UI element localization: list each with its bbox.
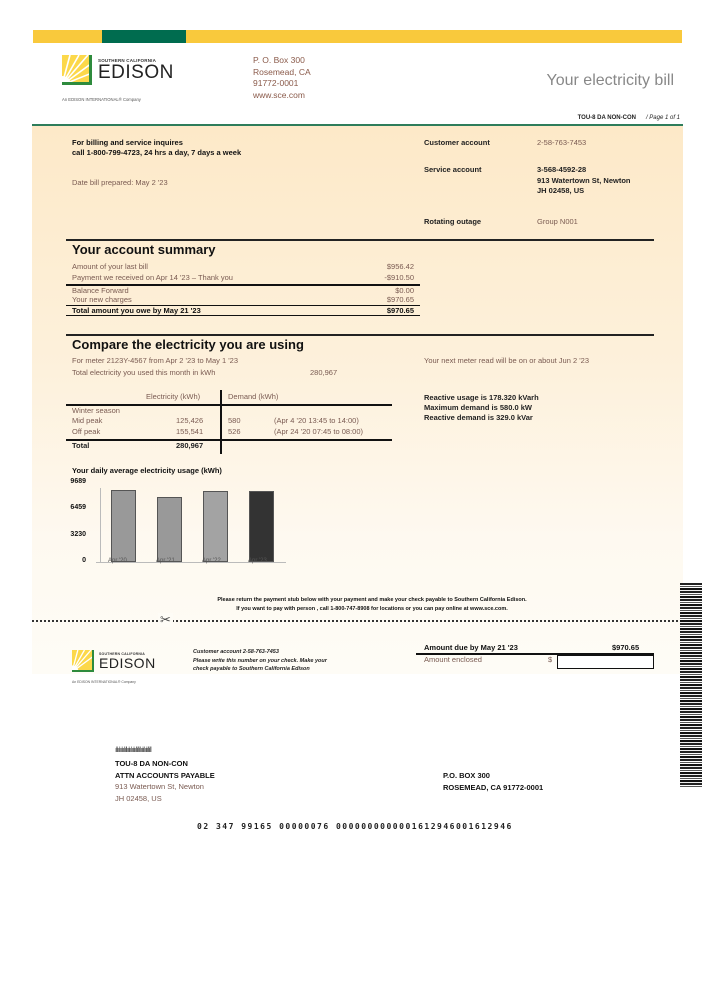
total-kwh: 280,967 [176, 441, 204, 450]
billing-inquiries: For billing and service inquires call 1-800-799-4723, 24 hrs a day, 7 days a week [72, 138, 242, 157]
row-label: Mid peak [72, 416, 103, 425]
demand-stats: Reactive usage is 178.320 kVarh Maximum demand is 580.0 kW Reactive demand is 329.0 kVar [424, 393, 539, 422]
page-info [578, 115, 680, 121]
amount-enclosed-input[interactable] [557, 655, 654, 669]
summary-rule [66, 239, 654, 241]
summary-row: Amount of your last bill $956.42 [72, 262, 414, 271]
row-when: (Apr 24 '20 07:45 to 08:00) [274, 427, 363, 436]
bar-apr-22 [203, 491, 228, 562]
summary-row: Payment we received on Apr 14 '23 – Thank you -$910.50 [72, 272, 414, 282]
company-address: P. O. Box 300 Rosemead, CA 91772-0001 www.sce.com [253, 55, 311, 100]
total-label: Total [72, 441, 90, 450]
currency-symbol: $ [548, 655, 553, 664]
col-electricity: Electricity (kWh) [146, 392, 201, 401]
remit-address: P.O. BOX 300 ROSEMEAD, CA 91772-0001 [443, 771, 544, 792]
date-prepared: Date bill prepared: May 2 '23 [72, 178, 168, 187]
row-when: (Apr 4 '20 13:45 to 14:00) [274, 416, 359, 425]
column-divider [220, 390, 222, 454]
ocr-scan-line: 02 347 99165 00000076 0000000000001612946001612946 [197, 822, 513, 831]
row-kwh: 155,541 [176, 427, 204, 436]
account-summary [72, 262, 414, 316]
summary-title: Your account summary [72, 242, 216, 257]
vertical-barcode [680, 583, 702, 788]
summary-row: Your new charges $970.65 [72, 294, 414, 304]
x-tick: Apr '23 [248, 558, 267, 564]
customer-account-value: 2-58-763-7453 [537, 138, 587, 147]
meter-line: For meter 2123Y-4567 from Apr 2 '23 to May 1 '23 [72, 356, 239, 365]
y-tick: 6459 [70, 504, 86, 511]
bar-apr-23 [249, 491, 274, 562]
x-tick: Apr '21 [156, 558, 175, 564]
next-meter-read: Your next meter read will be on or about Jun 2 '23 [424, 356, 590, 365]
sun-logo-icon [72, 650, 94, 672]
logo-top-line: SOUTHERN CALIFORNIA [98, 58, 157, 63]
row-demand: 580 [228, 416, 241, 425]
postal-barcode: ıllıılıılıılıllıılıılıılııllıllılıılılıılıllıll [115, 747, 151, 754]
edison-logo [62, 55, 174, 85]
y-tick: 0 [82, 557, 86, 564]
amount-due-value: $970.65 [612, 643, 640, 652]
y-tick: 9689 [70, 478, 86, 485]
stub-customer-account: Customer account 2-58-763-7453 [193, 649, 279, 655]
payment-notice: Please return the payment stub below with your payment and make your check payable to Southern California Edison. If you want to pay with person , call 1-800-747-8908 for locations or you can pay online at www.sce.com. [217, 597, 527, 612]
stub-instructions: Customer account 2-58-763-7453 Please write this number on your check. Make your check payable to Southern California Edison [193, 649, 327, 672]
x-tick: Apr '20 [108, 558, 127, 564]
bill-title: Your electricity bill [546, 72, 674, 89]
logo-name: EDISON [98, 62, 174, 83]
rotating-outage-label: Rotating outage [424, 217, 482, 226]
row-label: Off peak [72, 427, 101, 436]
stub-edison-logo: SOUTHERN CALIFORNIA EDISON [72, 650, 156, 672]
bar-apr-20 [111, 490, 136, 562]
row-kwh: 125,426 [176, 416, 204, 425]
billing-phone: call 1-800-799-4723, 24 hrs a day, 7 days a week [72, 148, 242, 157]
brand-bar-accent [102, 30, 186, 43]
rate-code: TOU-8 DA NON-CON [577, 115, 636, 121]
service-account-value: 3-568-4592-28 913 Watertown St, Newton JH 02458, US [537, 165, 631, 195]
season-label: Winter season [72, 406, 120, 415]
service-account-label: Service account [424, 165, 482, 174]
website-link[interactable]: www.sce.com [253, 89, 305, 100]
compare-rule [66, 334, 654, 336]
amount-due-label: Amount due by May 21 '23 [424, 643, 518, 652]
scissors-icon: ✂ [160, 612, 171, 627]
customer-mailing-address: TOU-8 DA NON-CON ATTN ACCOUNTS PAYABLE 913 Watertown St, Newton JH 02458, US [115, 759, 215, 803]
chart-title: Your daily average electricity usage (kWh) [72, 466, 222, 475]
amount-enclosed-label: Amount enclosed [424, 655, 482, 664]
logo-sub-line: An EDISON INTERNATIONAL® Company [62, 97, 141, 102]
rotating-outage-value: Group N001 [537, 217, 578, 226]
sun-logo-icon [62, 55, 92, 85]
y-tick: 3230 [70, 531, 86, 538]
customer-account-label: Customer account [424, 138, 490, 147]
cut-line [32, 620, 682, 622]
row-demand: 526 [228, 427, 241, 436]
col-demand: Demand (kWh) [228, 392, 279, 401]
total-usage-value: 280,967 [310, 368, 338, 377]
compare-title: Compare the electricity you are using [72, 337, 304, 352]
page-number: / Page 1 of 1 [645, 115, 680, 121]
usage-bar-chart [60, 478, 300, 578]
x-tick: Apr '22 [202, 558, 221, 564]
summary-total-row: Total amount you owe by May 21 '23 $970.65 [72, 306, 414, 315]
plot-area [101, 488, 286, 562]
total-usage-label: Total electricity you used this month in kWh [72, 368, 216, 377]
summary-row: Balance Forward $0.00 [72, 285, 414, 295]
usage-table [66, 390, 392, 454]
bar-apr-21 [157, 497, 182, 562]
